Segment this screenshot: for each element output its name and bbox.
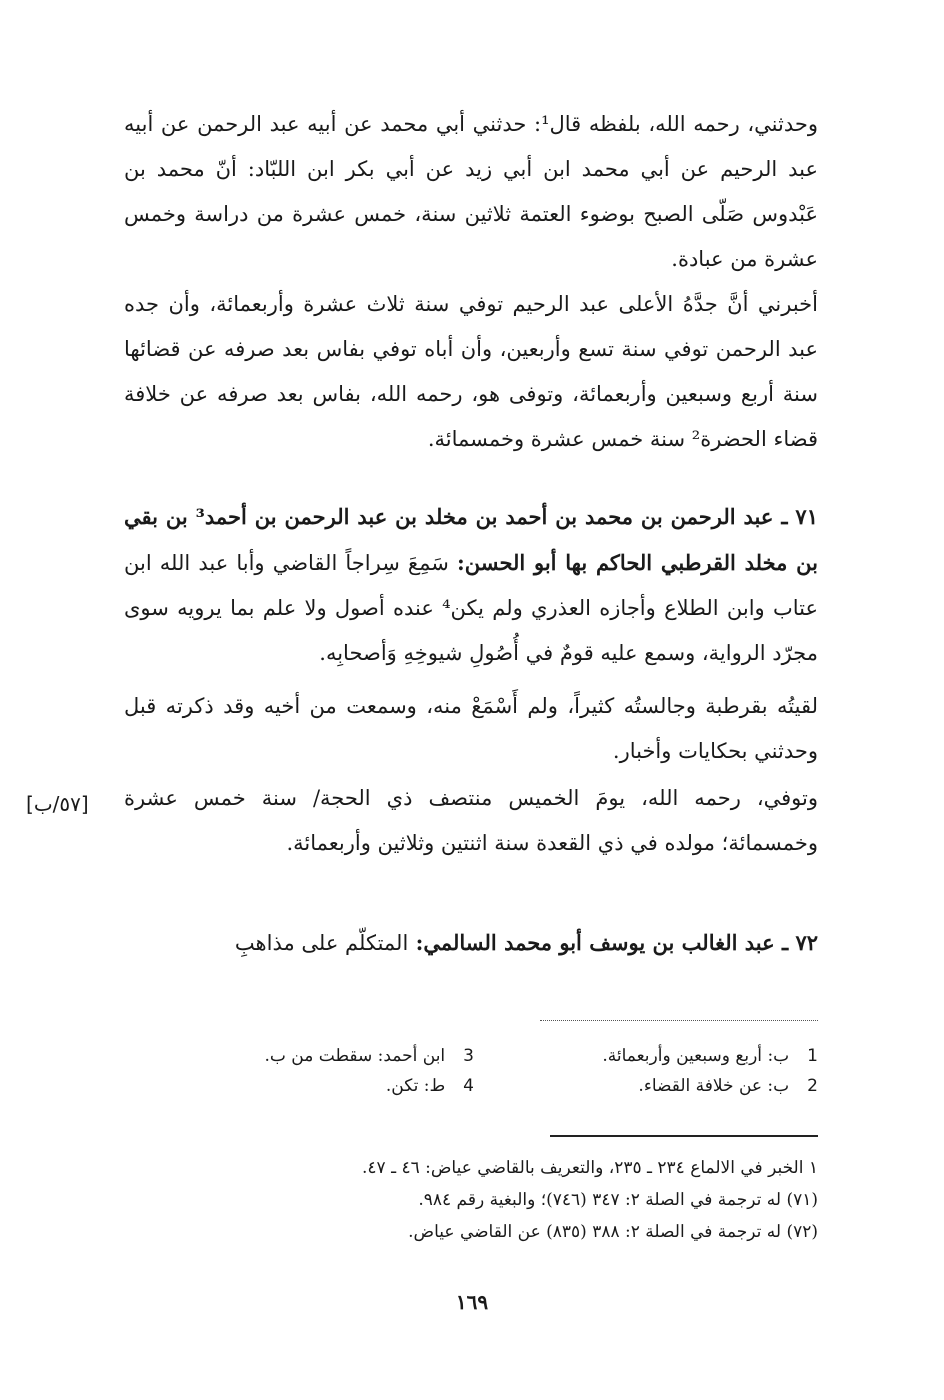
page-number: ١٦٩ (455, 1290, 489, 1314)
variant-note (386, 1072, 474, 1100)
variant-note (602, 1042, 818, 1070)
source-note: ١ الخبر في الالماع ٢٣٤ ـ ٢٣٥، والتعريف بالقاضي عياض: ٤٦ ـ ٤٧. (362, 1158, 818, 1178)
variant-note (638, 1072, 818, 1100)
entry-72 (124, 920, 818, 966)
entry-72-heading: ٧٢ ـ عبد الغالب بن يوسف أبو محمد السالمي: (415, 930, 818, 955)
variant-note-number: 4 (463, 1076, 474, 1096)
variant-note-text: ب: أربع وسبعين وأربعمائة. (602, 1046, 790, 1066)
paragraph-met: لقيتُه بقرطبة وجالستُه كثيراً، ولم أَسْمَعْ منه، وسمعت من أخيه وقد ذكرته قبل وحدثني بحكايات وأخبار. (124, 694, 818, 763)
variant-note-text: ابن أحمد: سقطت من ب. (264, 1046, 446, 1066)
source-note: (٧١) له ترجمة في الصلة ٢: ٣٤٧ (٧٤٦)؛ والبغية رقم ٩٨٤. (418, 1190, 818, 1210)
variant-notes-divider (540, 1020, 818, 1021)
variant-note-text: ب: عن خلافة القضاء. (638, 1076, 790, 1096)
variant-note-number: 1 (807, 1046, 818, 1066)
entry-71-heading: ٧١ ـ عبد الرحمن بن محمد بن أحمد بن مخلد بن عبد الرحمن بن أحمد³ بن بقي بن مخلد القرطبي الحاكم بها أبو الحسن: (124, 504, 818, 575)
source-notes-divider (550, 1135, 818, 1137)
entry-72-body: المتكلّم على مذاهبِ (234, 931, 409, 955)
variant-note (265, 1042, 475, 1070)
entry-71-body: سَمِعَ سِراجاً القاضي وأبا عبد الله ابن عتاب وابن الطلاع وأجازه العذري ولم يكن⁴ عنده أصول ولا علم بما يرويه سوى مجرّد الرواية، وسمع عليه قومٌ في أُصُولِ شيوخِهِ وَأصحابِه. (124, 551, 818, 665)
paragraph-death-71: وتوفي، رحمه الله، يومَ الخميس منتصف ذي الحجة/ سنة خمس عشرة وخمسمائة؛ مولده في ذي القعدة سنة اثنتين وثلاثين وأربعمائة. (124, 786, 818, 855)
folio-marker: [٥٧/ب] (26, 792, 89, 816)
source-note: (٧٢) له ترجمة في الصلة ٢: ٣٨٨ (٨٣٥) عن القاضي عياض. (408, 1222, 818, 1242)
paragraph-hadith: وحدثني، رحمه الله، بلفظه قال¹: حدثني أبي محمد عن أبيه عبد الرحمن عن أبيه عبد الرحيم عن أبي محمد ابن أبي زيد عن أبي بكر ابن اللبّاد: أنّ محمد بن عَبْدوس صَلّى الصبح بوضوء العتمة ثلاثين سنة، خمس عشرة من دراسة وخمس عشرة من عبادة. (124, 112, 818, 271)
variant-note-number: 3 (463, 1046, 474, 1066)
variant-note-number: 2 (807, 1076, 818, 1096)
variant-note-text: ط: تكن. (385, 1076, 446, 1096)
paragraph-deaths: أخبرني أنَّ جدَّهُ الأعلى عبد الرحيم توفي سنة ثلاث عشرة وأربعمائة، وأن جده عبد الرحمن توفي سنة تسع وأربعين، وأن أباه توفي بفاس بعد صرفه عن قضائها سنة أربع وسبعين وأربعمائة، وتوفى هو، رحمه الله، بفاس بعد صرفه عن خلافة قضاء الحضرة² سنة خمس عشرة وخمسمائة. (124, 292, 818, 451)
entry-71 (124, 494, 818, 676)
